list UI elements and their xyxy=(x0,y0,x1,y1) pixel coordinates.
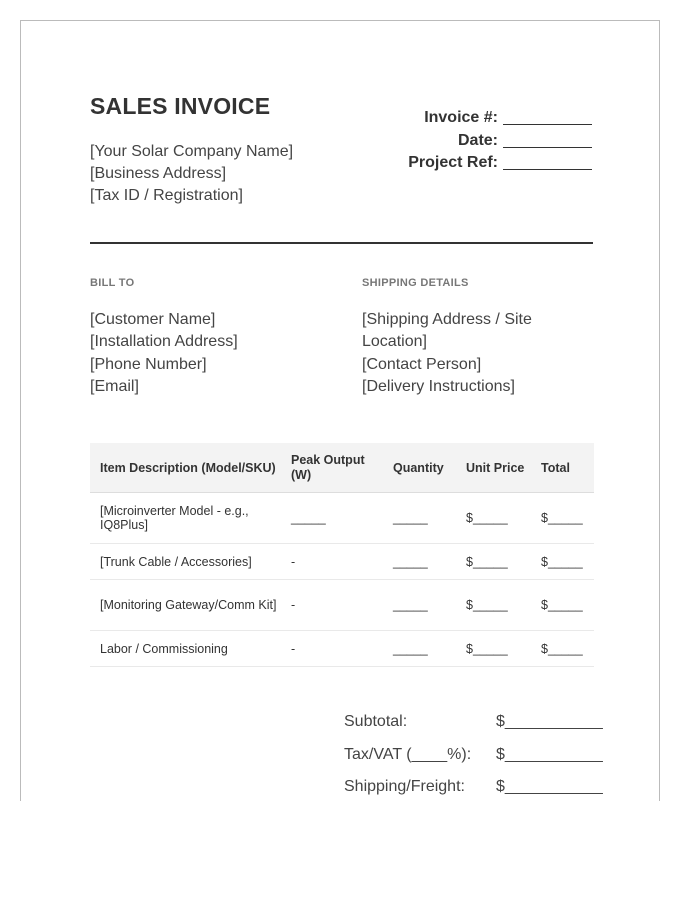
installation-address: [Installation Address] xyxy=(90,333,238,351)
shipping-label: Shipping/Freight: xyxy=(344,778,465,795)
tax-label: Tax/VAT (____%): xyxy=(344,745,472,763)
shipping-row xyxy=(344,778,603,811)
line-total: $_____ xyxy=(531,544,594,580)
col-peak-output: Peak Output (W) xyxy=(281,443,383,493)
invoice-page xyxy=(20,20,660,801)
peak-output: _____ xyxy=(281,493,383,544)
phone-number: [Phone Number] xyxy=(90,355,207,373)
invoice-date-label: Date: xyxy=(457,131,498,149)
bill-to-label: BILL TO xyxy=(90,277,135,289)
table-row xyxy=(90,544,594,580)
line-total: $_____ xyxy=(531,580,594,631)
table-row xyxy=(90,493,594,544)
item-description: [Monitoring Gateway/Comm Kit] xyxy=(90,580,281,631)
col-item-description: Item Description (Model/SKU) xyxy=(90,443,281,493)
invoice-meta xyxy=(408,107,592,175)
line-total: $_____ xyxy=(531,631,594,667)
project-ref-field[interactable] xyxy=(503,153,592,170)
customer-name: [Customer Name] xyxy=(90,311,216,328)
item-description: [Microinverter Model - e.g., IQ8Plus] xyxy=(90,493,281,544)
quantity: _____ xyxy=(383,580,456,631)
item-description: [Trunk Cable / Accessories] xyxy=(90,544,281,580)
col-quantity: Quantity xyxy=(383,443,456,493)
table-row xyxy=(90,580,594,631)
shipping-details-label: SHIPPING DETAILS xyxy=(362,277,469,289)
tax-row xyxy=(344,745,603,779)
col-unit-price: Unit Price xyxy=(456,443,531,493)
unit-price: $_____ xyxy=(456,544,531,580)
bill-to-details xyxy=(90,309,238,398)
unit-price: $_____ xyxy=(456,493,531,544)
company-info xyxy=(90,141,293,207)
subtotal-row xyxy=(344,713,603,746)
col-total: Total xyxy=(531,443,594,493)
line-items-table xyxy=(90,443,594,667)
table-row xyxy=(90,631,594,667)
line-total: $_____ xyxy=(531,493,594,544)
quantity: _____ xyxy=(383,493,456,544)
company-tax-id: [Tax ID / Registration] xyxy=(90,187,243,204)
company-address: [Business Address] xyxy=(90,165,227,182)
item-description: Labor / Commissioning xyxy=(90,631,281,667)
project-ref-label: Project Ref: xyxy=(408,154,498,171)
company-name: [Your Solar Company Name] xyxy=(90,143,294,160)
header-divider xyxy=(90,242,593,244)
peak-output: - xyxy=(281,631,383,667)
invoice-date-row xyxy=(408,130,592,153)
peak-output: - xyxy=(281,544,383,580)
peak-output: - xyxy=(281,580,383,631)
shipping-address: [Shipping Address / Site Location] xyxy=(362,311,532,351)
unit-price: $_____ xyxy=(456,580,531,631)
unit-price: $_____ xyxy=(456,631,531,667)
invoice-number-row xyxy=(408,107,592,130)
table-header-row xyxy=(90,443,594,493)
invoice-number-label: Invoice #: xyxy=(424,109,498,126)
tax-value: $___________ xyxy=(496,745,603,763)
subtotal-label: Subtotal: xyxy=(344,713,408,730)
project-ref-row xyxy=(408,152,592,175)
subtotal-value: $___________ xyxy=(496,713,603,730)
shipping-details xyxy=(362,309,562,398)
invoice-title: SALES INVOICE xyxy=(90,93,271,119)
invoice-date-field[interactable] xyxy=(503,131,592,148)
totals-section xyxy=(344,713,603,811)
email: [Email] xyxy=(90,377,139,395)
delivery-instructions: [Delivery Instructions] xyxy=(362,377,515,395)
quantity: _____ xyxy=(383,544,456,580)
quantity: _____ xyxy=(383,631,456,667)
contact-person: [Contact Person] xyxy=(362,355,482,373)
shipping-value: $___________ xyxy=(496,778,603,795)
invoice-number-field[interactable] xyxy=(503,108,592,125)
